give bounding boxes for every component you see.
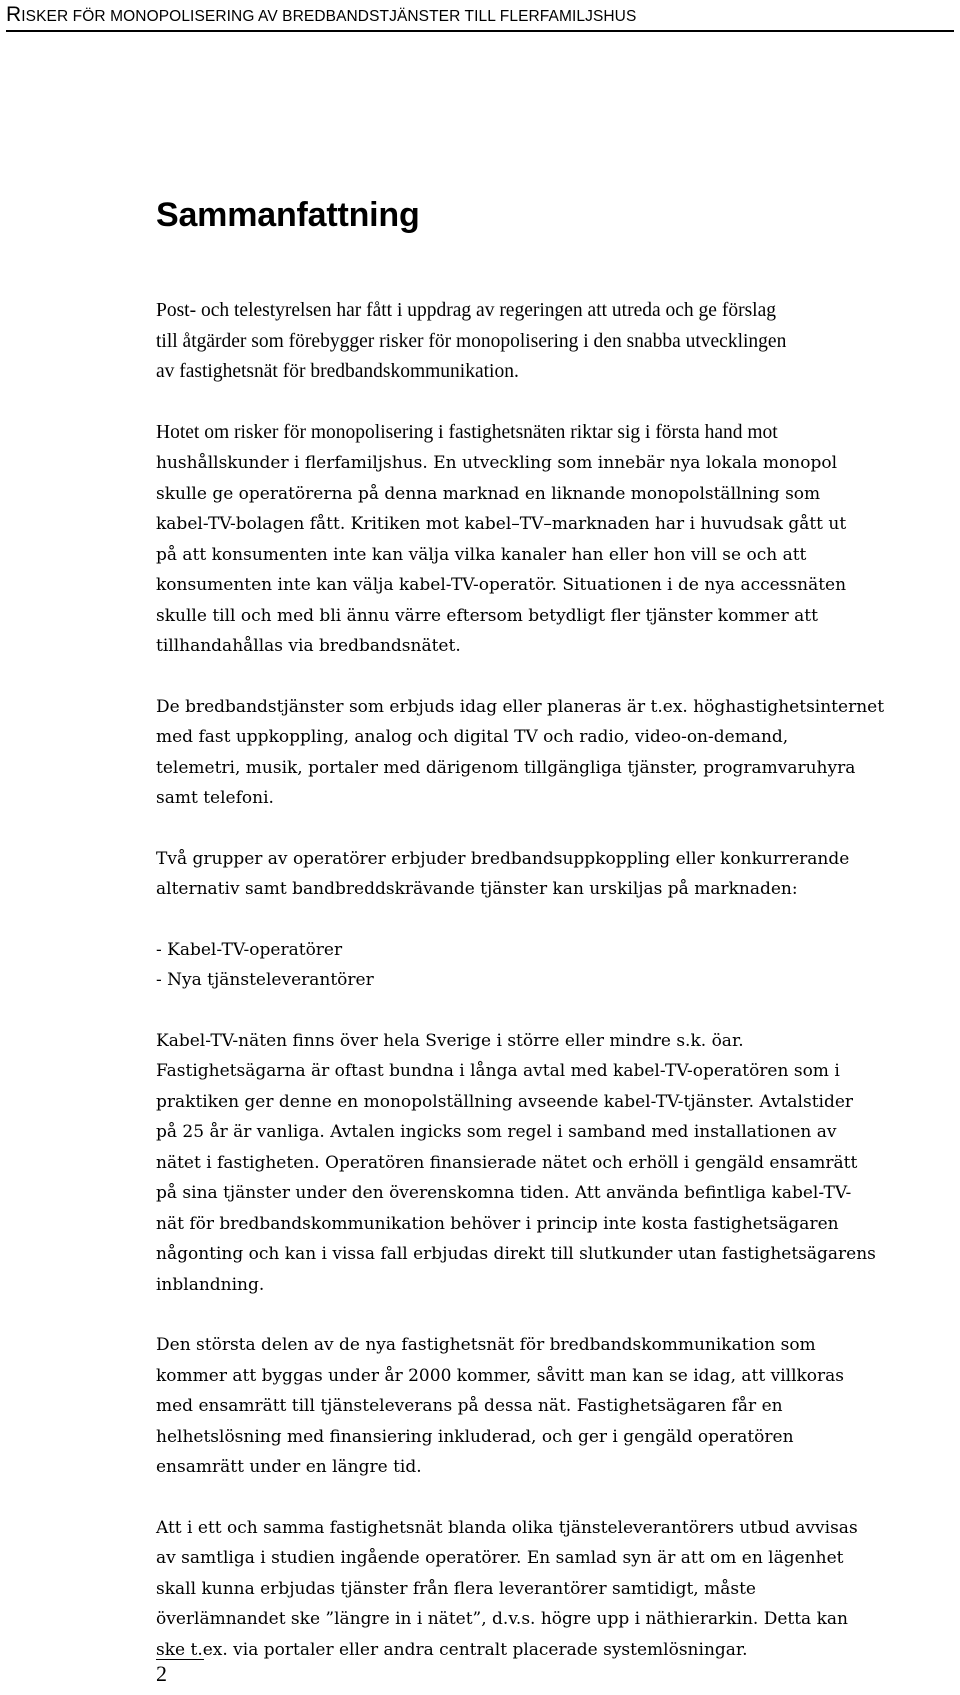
text-line: Kabel-TV-näten finns över hela Sverige i större eller mindre s.k. öar. xyxy=(156,1030,744,1051)
text-line: skall kunna erbjudas tjänster från flera leverantörer samtidigt, måste xyxy=(156,1578,756,1599)
text-line: praktiken ger denne en monopolställning avseende kabel-TV-tjänster. Avtalstider xyxy=(156,1091,854,1112)
paragraph xyxy=(156,1330,960,1483)
text-line: Att i ett och samma fastighetsnät blanda olika tjänsteleverantörers utbud avvisas xyxy=(156,1517,858,1538)
text-line: på 25 år är vanliga. Avtalen ingicks som regel i samband med installationen av xyxy=(156,1122,837,1142)
text-line: av fastighetsnät för bredbandskommunikation. xyxy=(156,361,519,382)
paragraph xyxy=(156,296,960,388)
text-line: med ensamrätt till tjänsteleverans på dessa nät. Fastighetsägaren får en xyxy=(156,1396,783,1416)
text-line: till åtgärder som förebygger risker för monopolisering i den snabba utvecklingen xyxy=(156,330,787,352)
text-line: alternativ samt bandbreddskrävande tjänster kan urskiljas på marknaden: xyxy=(156,879,798,899)
document-body xyxy=(156,296,960,1695)
text-line: helhetslösning med finansiering inkluderad, och ger i gengäld operatören xyxy=(156,1426,794,1447)
text-line: De bredbandstjänster som erbjuds idag eller planeras är t.ex. höghastighetsinternet xyxy=(156,696,885,717)
text-line: Den största delen av de nya fastighetsnät för bredbandskommunikation som xyxy=(156,1335,816,1355)
paragraph xyxy=(156,1513,960,1666)
text-line: samt telefoni. xyxy=(156,788,274,808)
paragraph xyxy=(156,418,960,662)
running-header-initial: R xyxy=(6,3,22,26)
text-line: kabel-TV-bolagen fått. Kritiken mot kabel–TV–marknaden har i huvudsak gått ut xyxy=(156,514,847,534)
paragraph xyxy=(156,692,960,814)
running-header xyxy=(6,4,954,28)
text-line: Post- och telestyrelsen har fått i uppdrag av regeringen att utreda och ge förslag xyxy=(156,300,776,321)
list-item: - Nya tjänsteleverantörer xyxy=(156,970,374,990)
text-line: kommer att byggas under år 2000 kommer, såvitt man kan se idag, att villkoras xyxy=(156,1365,845,1386)
text-line: ske t.ex. via portaler eller andra centralt placerade systemlösningar. xyxy=(156,1639,748,1660)
list-item: - Kabel-TV-operatörer xyxy=(156,939,343,960)
text-line: nätet i fastigheten. Operatören finansierade nätet och erhöll i gengäld ensamrätt xyxy=(156,1152,858,1173)
header-rule xyxy=(6,30,954,32)
page-heading: Sammanfattning xyxy=(156,196,420,234)
text-line: skulle till och med bli ännu värre eftersom betydligt fler tjänster kommer att xyxy=(156,605,818,626)
text-line: Hotet om risker för monopolisering i fastighetsnäten riktar sig i första hand mot xyxy=(156,421,778,443)
running-header-title: ISKER FÖR MONOPOLISERING AV BREDBANDSTJÄNSTER TILL FLERFAMILJSHUS xyxy=(21,8,637,25)
text-line: Två grupper av operatörer erbjuder bredbandsuppkoppling eller konkurrerande xyxy=(156,848,850,869)
paragraph-group-intro xyxy=(156,296,960,388)
text-line: nät för bredbandskommunikation behöver i princip inte kosta fastighetsägaren xyxy=(156,1213,839,1234)
text-line: skulle ge operatörerna på denna marknad en liknande monopolställning som xyxy=(156,483,821,504)
text-line: överlämnandet ske ”längre in i nätet”, d.v.s. högre upp i näthierarkin. Detta kan xyxy=(156,1609,848,1629)
text-line: ensamrätt under en längre tid. xyxy=(156,1457,422,1477)
footer-rule xyxy=(156,1659,204,1660)
text-line: med fast uppkoppling, analog och digital TV och radio, video-on-demand, xyxy=(156,727,789,747)
text-line: någonting och kan i vissa fall erbjudas direkt till slutkunder utan fastighetsägarens xyxy=(156,1244,876,1264)
page-number: 2 xyxy=(156,1661,167,1686)
paragraph xyxy=(156,1026,960,1301)
text-line: konsumenten inte kan välja kabel-TV-operatör. Situationen i de nya accessnäten xyxy=(156,575,847,595)
text-line: inblandning. xyxy=(156,1274,265,1295)
text-line: på sina tjänster under den överenskomna tiden. Att använda befintliga kabel-TV- xyxy=(156,1183,852,1203)
text-line: telemetri, musik, portaler med därigenom tillgängliga tjänster, programvaruhyra xyxy=(156,757,856,778)
text-line: på att konsumenten inte kan välja vilka kanaler han eller hon vill se och att xyxy=(156,544,807,565)
text-line: av samtliga i studien ingående operatörer. En samlad syn är att om en lägenhet xyxy=(156,1548,844,1568)
text-line: hushållskunder i flerfamiljshus. En utveckling som innebär nya lokala monopol xyxy=(156,453,838,473)
text-line: Fastighetsägarna är oftast bundna i långa avtal med kabel-TV-operatören som i xyxy=(156,1061,840,1081)
text-line: tillhandahållas via bredbandsnätet. xyxy=(156,636,461,656)
paragraph xyxy=(156,844,960,905)
operator-list xyxy=(156,935,960,996)
